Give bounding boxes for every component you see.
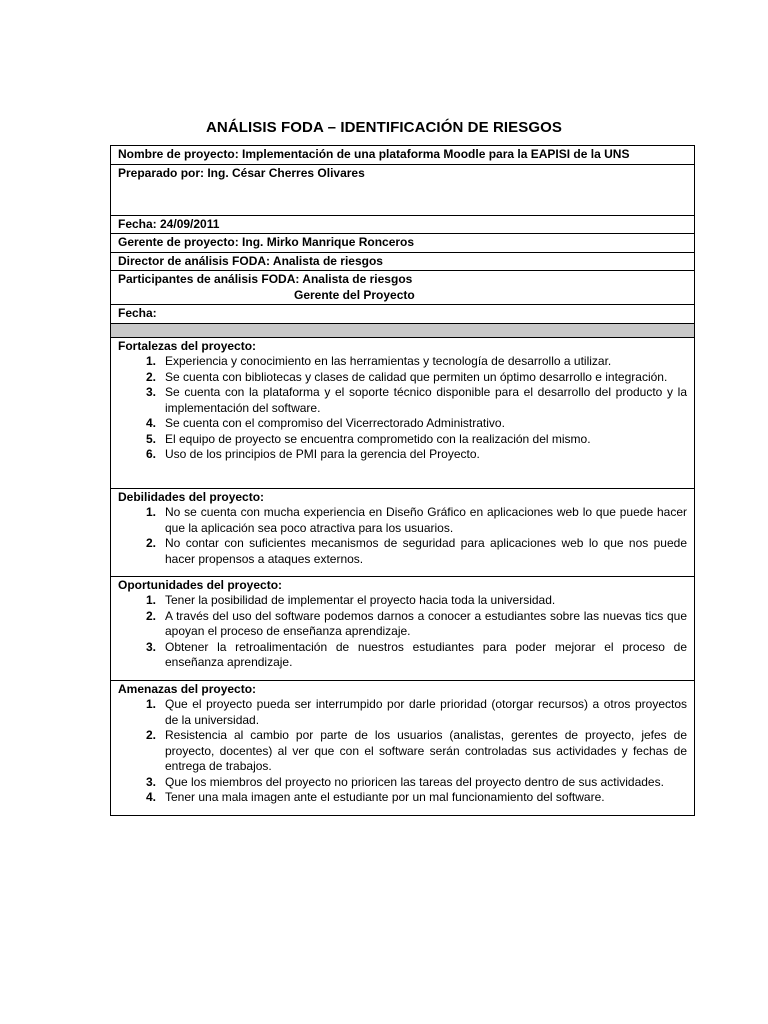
- second-date-cell: Fecha:: [111, 305, 695, 324]
- fortalezas-heading: Fortalezas del proyecto:: [118, 338, 257, 353]
- amenazas-list: [118, 697, 687, 806]
- separator-band-cell: [111, 323, 695, 337]
- list-item-number: 3.: [145, 385, 156, 399]
- debilidades-cell: [111, 488, 695, 576]
- oportunidades-list: [118, 593, 687, 671]
- page-title: ANÁLISIS FODA – IDENTIFICACIÓN DE RIESGOS: [205, 119, 563, 136]
- amenazas-cell: [111, 680, 695, 815]
- list-item: [118, 728, 687, 775]
- list-item-text: No contar con suficientes mecanismos de seguridad para aplicaciones web lo que nos puede hacer propensos a ataques externos.: [165, 536, 687, 566]
- list-item-number: 1.: [145, 593, 156, 607]
- list-item: [118, 609, 687, 640]
- fortalezas-row: [111, 337, 695, 488]
- amenazas-heading: Amenazas del proyecto:: [118, 681, 257, 696]
- date-cell: Fecha: 24/09/2011: [111, 215, 695, 234]
- prepared-by-row: [111, 164, 695, 215]
- list-item-number: 5.: [145, 431, 156, 446]
- project-name-cell: Nombre de proyecto: Implementación de una plataforma Moodle para la EAPISI de la UNS: [111, 146, 695, 165]
- list-item-text: Se cuenta con la plataforma y el soporte técnico disponible para el desarrollo del producto y la implementación del software.: [165, 385, 687, 415]
- participants-line-1: Participantes de análisis FODA: Analista de riesgos: [118, 272, 413, 286]
- list-item-text: Tener una mala imagen ante el estudiante por un mal funcionamiento del software.: [165, 790, 605, 804]
- participants-line-2: Gerente del Proyecto: [294, 287, 415, 302]
- date-row: [111, 215, 695, 234]
- oportunidades-cell: [111, 576, 695, 680]
- debilidades-list: [118, 505, 687, 567]
- list-item-text: Tener la posibilidad de implementar el proyecto hacia toda la universidad.: [165, 593, 556, 607]
- list-item: [118, 790, 687, 806]
- list-item: [118, 354, 687, 370]
- foda-director-row: [111, 252, 695, 271]
- list-item-number: 2.: [145, 608, 156, 623]
- fortalezas-list: [118, 354, 687, 463]
- list-item-number: 1.: [145, 505, 156, 519]
- list-item-text: No se cuenta con mucha experiencia en Diseño Gráfico en aplicaciones web lo que puede hacer que la aplicación sea poco atractiva para los usuarios.: [165, 505, 687, 535]
- list-item-number: 3.: [145, 639, 156, 654]
- list-item: [118, 385, 687, 416]
- project-manager-row: [111, 234, 695, 253]
- list-item-text: Resistencia al cambio por parte de los usuarios (analistas, gerentes de proyecto, jefes de proyecto, docentes) al ver que con el software serán controladas sus actividades y fechas de entrega de trabajos.: [165, 728, 687, 773]
- list-item: [118, 697, 687, 728]
- debilidades-row: [111, 488, 695, 576]
- list-item: [118, 640, 687, 671]
- list-item-text: Se cuenta con bibliotecas y clases de calidad que permiten un óptimo desarrollo e integración.: [165, 369, 668, 384]
- participants-row: [111, 271, 695, 305]
- list-item-number: 4.: [145, 790, 156, 804]
- list-item-number: 2.: [145, 728, 156, 742]
- participants-cell: [111, 271, 695, 305]
- second-date-row: [111, 305, 695, 324]
- list-item: [118, 432, 687, 448]
- list-item-number: 3.: [145, 774, 156, 789]
- foda-table: [110, 145, 695, 816]
- list-item: [118, 505, 687, 536]
- separator-band: [111, 323, 695, 337]
- list-item-number: 6.: [145, 447, 156, 461]
- debilidades-heading: Debilidades del proyecto:: [118, 489, 265, 504]
- list-item-number: 2.: [145, 536, 156, 550]
- list-item-text: Uso de los principios de PMI para la gerencia del Proyecto.: [165, 447, 480, 461]
- amenazas-row: [111, 680, 695, 815]
- list-item-text: Se cuenta con el compromiso del Vicerrectorado Administrativo.: [165, 416, 505, 430]
- list-item-text: El equipo de proyecto se encuentra comprometido con la realización del mismo.: [165, 431, 591, 446]
- fortalezas-cell: [111, 337, 695, 488]
- oportunidades-heading: Oportunidades del proyecto:: [118, 577, 283, 592]
- list-item-number: 2.: [145, 369, 156, 384]
- list-item-text: Experiencia y conocimiento en las herramientas y tecnología de desarrollo a utilizar.: [165, 354, 612, 368]
- project-manager-cell: Gerente de proyecto: Ing. Mirko Manrique Ronceros: [111, 234, 695, 253]
- list-item: [118, 370, 687, 386]
- list-item-number: 1.: [145, 697, 156, 711]
- list-item-text: Que los miembros del proyecto no prioricen las tareas del proyecto dentro de sus actividades.: [165, 774, 664, 789]
- list-item-number: 4.: [145, 416, 156, 430]
- list-item-number: 1.: [145, 354, 156, 368]
- list-item-text: A través del uso del software podemos darnos a conocer a estudiantes sobre las nuevas tics que apoyan el proceso de enseñanza aprendizaje.: [165, 608, 687, 638]
- list-item: [118, 447, 687, 463]
- oportunidades-row: [111, 576, 695, 680]
- foda-director-cell: Director de análisis FODA: Analista de riesgos: [111, 252, 695, 271]
- project-name-row: [111, 146, 695, 165]
- list-item: [118, 536, 687, 567]
- list-item: [118, 593, 687, 609]
- prepared-by-cell: Preparado por: Ing. César Cherres Olivares: [111, 164, 695, 215]
- list-item: [118, 775, 687, 791]
- list-item-text: Obtener la retroalimentación de nuestros estudiantes para poder mejorar el proceso de enseñanza aprendizaje.: [165, 639, 687, 669]
- list-item-text: Que el proyecto pueda ser interrumpido por darle prioridad (otorgar recursos) a otros proyectos de la universidad.: [165, 697, 687, 727]
- list-item: [118, 416, 687, 432]
